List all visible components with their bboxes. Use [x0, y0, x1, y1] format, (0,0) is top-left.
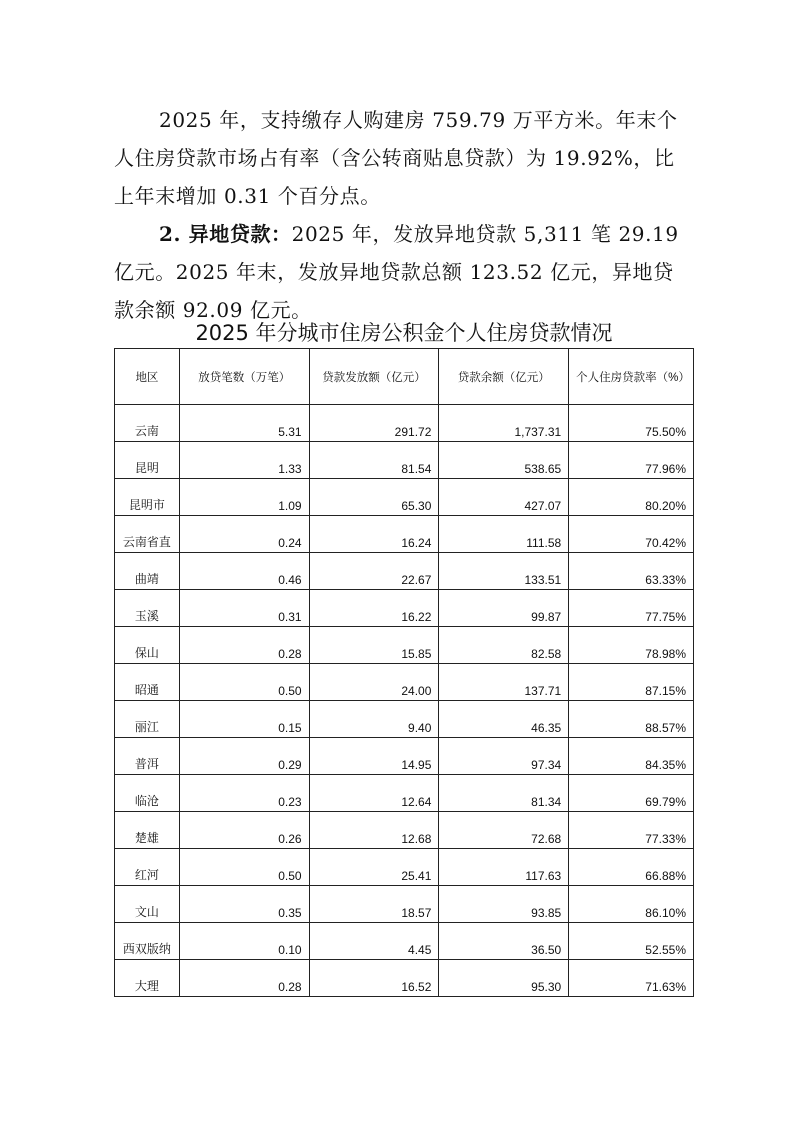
- table-row: [115, 627, 694, 664]
- cell-loan-balance: 99.87: [439, 590, 569, 627]
- cell-loan-count: 1.33: [179, 442, 309, 479]
- cell-loan-balance: 111.58: [439, 516, 569, 553]
- cell-loan-balance: 72.68: [439, 812, 569, 849]
- cell-loan-issued: 16.22: [309, 590, 439, 627]
- cell-loan-count: 0.35: [179, 886, 309, 923]
- table-header-row: [115, 349, 694, 405]
- cell-loan-issued: 4.45: [309, 923, 439, 960]
- table-row: [115, 849, 694, 886]
- cell-loan-issued: 81.54: [309, 442, 439, 479]
- cell-region: 昭通: [115, 664, 180, 701]
- table-title: 2025 年分城市住房公积金个人住房贷款情况: [195, 321, 613, 345]
- cell-loan-issued: 15.85: [309, 627, 439, 664]
- cell-loan-count: 0.46: [179, 553, 309, 590]
- cell-region: 西双版纳: [115, 923, 180, 960]
- cell-loan-balance: 117.63: [439, 849, 569, 886]
- paragraph-housing-support: 2025 年，支持缴存人购建房 759.79 万平方米。年末个人住房贷款市场占有率（含公转商贴息贷款）为 19.92%，比上年末增加 0.31 个百分点。: [114, 108, 678, 208]
- cell-loan-count: 0.29: [179, 738, 309, 775]
- cell-region: 大理: [115, 960, 180, 997]
- cell-loan-count: 0.23: [179, 775, 309, 812]
- table-row: [115, 886, 694, 923]
- cell-region: 曲靖: [115, 553, 180, 590]
- table-row: [115, 479, 694, 516]
- cell-loan-balance: 36.50: [439, 923, 569, 960]
- cell-loan-count: 0.28: [179, 627, 309, 664]
- cell-loan-issued: 16.24: [309, 516, 439, 553]
- cell-region: 红河: [115, 849, 180, 886]
- cell-loan-count: 0.28: [179, 960, 309, 997]
- table-row: [115, 923, 694, 960]
- cell-loan-count: 0.24: [179, 516, 309, 553]
- table-row: [115, 516, 694, 553]
- cell-loan-balance: 133.51: [439, 553, 569, 590]
- cell-loan-balance: 97.34: [439, 738, 569, 775]
- table-row: [115, 812, 694, 849]
- table-row: [115, 590, 694, 627]
- cell-loan-count: 1.09: [179, 479, 309, 516]
- paragraph-remote-loans: [114, 215, 694, 329]
- header-loan-count: 放贷笔数（万笔）: [179, 349, 309, 405]
- cell-region: 玉溪: [115, 590, 180, 627]
- cell-loan-rate: 70.42%: [569, 516, 694, 553]
- cell-region: 云南省直: [115, 516, 180, 553]
- cell-region: 普洱: [115, 738, 180, 775]
- table-row: [115, 442, 694, 479]
- remote-loans-text: 2025 年，发放异地贷款 5,311 笔 29.19 亿元。2025 年末，发放异地贷款总额 123.52 亿元，异地贷款余额 92.09 亿元。: [114, 222, 679, 322]
- section-heading-remote-loans: 2. 异地贷款：: [159, 222, 292, 246]
- cell-loan-rate: 84.35%: [569, 738, 694, 775]
- cell-region: 临沧: [115, 775, 180, 812]
- cell-loan-rate: 71.63%: [569, 960, 694, 997]
- cell-loan-rate: 87.15%: [569, 664, 694, 701]
- cell-region: 保山: [115, 627, 180, 664]
- cell-loan-rate: 77.75%: [569, 590, 694, 627]
- header-region: 地区: [115, 349, 180, 405]
- cell-loan-issued: 12.64: [309, 775, 439, 812]
- cell-region: 云南: [115, 405, 180, 442]
- cell-loan-issued: 18.57: [309, 886, 439, 923]
- table-row: [115, 701, 694, 738]
- cell-region: 丽江: [115, 701, 180, 738]
- cell-loan-rate: 88.57%: [569, 701, 694, 738]
- table-body: [115, 405, 694, 997]
- table-row: [115, 664, 694, 701]
- cell-loan-balance: 95.30: [439, 960, 569, 997]
- loan-table: [114, 348, 694, 997]
- cell-loan-balance: 427.07: [439, 479, 569, 516]
- cell-loan-balance: 1,737.31: [439, 405, 569, 442]
- cell-loan-rate: 80.20%: [569, 479, 694, 516]
- cell-loan-rate: 77.33%: [569, 812, 694, 849]
- cell-loan-issued: 14.95: [309, 738, 439, 775]
- cell-loan-rate: 69.79%: [569, 775, 694, 812]
- cell-loan-count: 0.50: [179, 849, 309, 886]
- cell-loan-count: 0.31: [179, 590, 309, 627]
- cell-loan-balance: 93.85: [439, 886, 569, 923]
- cell-loan-count: 0.10: [179, 923, 309, 960]
- cell-loan-count: 5.31: [179, 405, 309, 442]
- cell-loan-balance: 82.58: [439, 627, 569, 664]
- table-row: [115, 738, 694, 775]
- table-row: [115, 960, 694, 997]
- cell-region: 文山: [115, 886, 180, 923]
- cell-loan-balance: 137.71: [439, 664, 569, 701]
- cell-loan-count: 0.15: [179, 701, 309, 738]
- cell-loan-issued: 16.52: [309, 960, 439, 997]
- cell-loan-issued: 24.00: [309, 664, 439, 701]
- cell-loan-issued: 22.67: [309, 553, 439, 590]
- header-loan-rate: 个人住房贷款率（%）: [569, 349, 694, 405]
- cell-loan-issued: 12.68: [309, 812, 439, 849]
- cell-loan-rate: 63.33%: [569, 553, 694, 590]
- cell-loan-balance: 81.34: [439, 775, 569, 812]
- header-loan-issued: 贷款发放额（亿元）: [309, 349, 439, 405]
- cell-loan-issued: 291.72: [309, 405, 439, 442]
- cell-loan-issued: 65.30: [309, 479, 439, 516]
- cell-region: 昆明: [115, 442, 180, 479]
- cell-loan-issued: 9.40: [309, 701, 439, 738]
- cell-loan-issued: 25.41: [309, 849, 439, 886]
- cell-loan-rate: 75.50%: [569, 405, 694, 442]
- cell-loan-rate: 78.98%: [569, 627, 694, 664]
- cell-loan-count: 0.50: [179, 664, 309, 701]
- cell-loan-rate: 66.88%: [569, 849, 694, 886]
- cell-loan-rate: 52.55%: [569, 923, 694, 960]
- header-loan-balance: 贷款余额（亿元）: [439, 349, 569, 405]
- table-row: [115, 553, 694, 590]
- cell-loan-balance: 538.65: [439, 442, 569, 479]
- cell-loan-balance: 46.35: [439, 701, 569, 738]
- table-row: [115, 775, 694, 812]
- cell-region: 昆明市: [115, 479, 180, 516]
- table-row: [115, 405, 694, 442]
- cell-loan-rate: 86.10%: [569, 886, 694, 923]
- cell-loan-rate: 77.96%: [569, 442, 694, 479]
- cell-loan-count: 0.26: [179, 812, 309, 849]
- cell-region: 楚雄: [115, 812, 180, 849]
